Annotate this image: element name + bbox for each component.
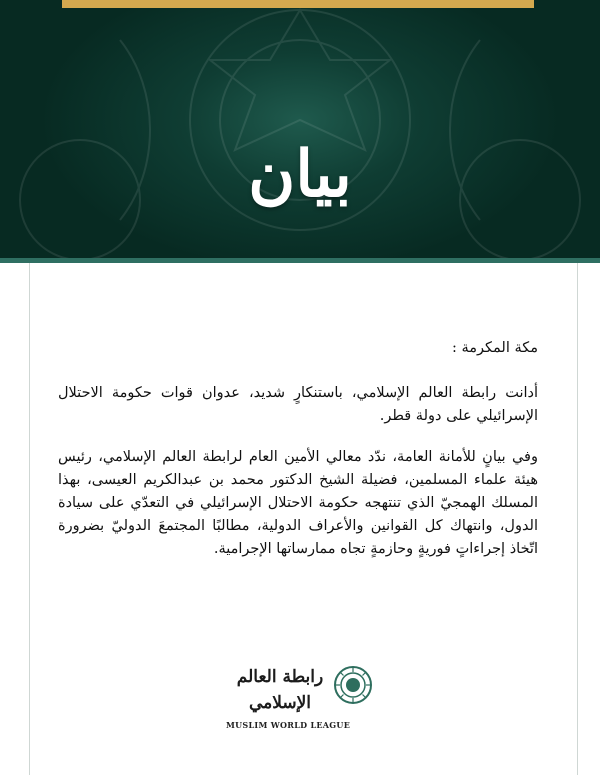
page-title: بيان	[248, 137, 352, 212]
decorative-pattern	[0, 0, 600, 258]
statement-body	[58, 337, 538, 579]
logo-english-name: MUSLIM WORLD LEAGUE	[226, 720, 351, 730]
header-banner	[0, 0, 600, 258]
location-line: مكة المكرمة :	[451, 340, 538, 356]
logo-text	[226, 664, 351, 730]
paragraph-1: أدانت رابطة العالم الإسلامي، باستنكارٍ شديد، عدوان قوات حكومة الاحتلال الإسرائيلي على دولة قطر.	[58, 385, 538, 424]
logo-arabic-name: رابطة العالم الإسلامي	[236, 667, 324, 713]
header-stripe	[0, 258, 600, 263]
league-emblem-icon	[334, 666, 372, 704]
paragraph-2: وفي بيانٍ للأمانة العامة، ندّد معالي الأمين العام لرابطة العالم الإسلامي، رئيس هيئة علماء المسلمين، فضيلة الشيخ الدكتور محمد بن عبدالكريم العيسى، بهذا المسلك الهمجيّ الذي تنتهجه حكومة الاحتلال الإسرائيلي في التعدّي على سيادة الدول، وانتهاك كل القوانين والأعراف الدولية، مطالبًا المجتمعَ الدوليّ بضرورة اتّخاذ إجراءاتٍ فوريةٍ وحازمةٍ تجاه ممارساتها الإجرامية.	[58, 449, 538, 557]
organization-logo	[0, 660, 600, 730]
gold-band	[62, 0, 534, 8]
